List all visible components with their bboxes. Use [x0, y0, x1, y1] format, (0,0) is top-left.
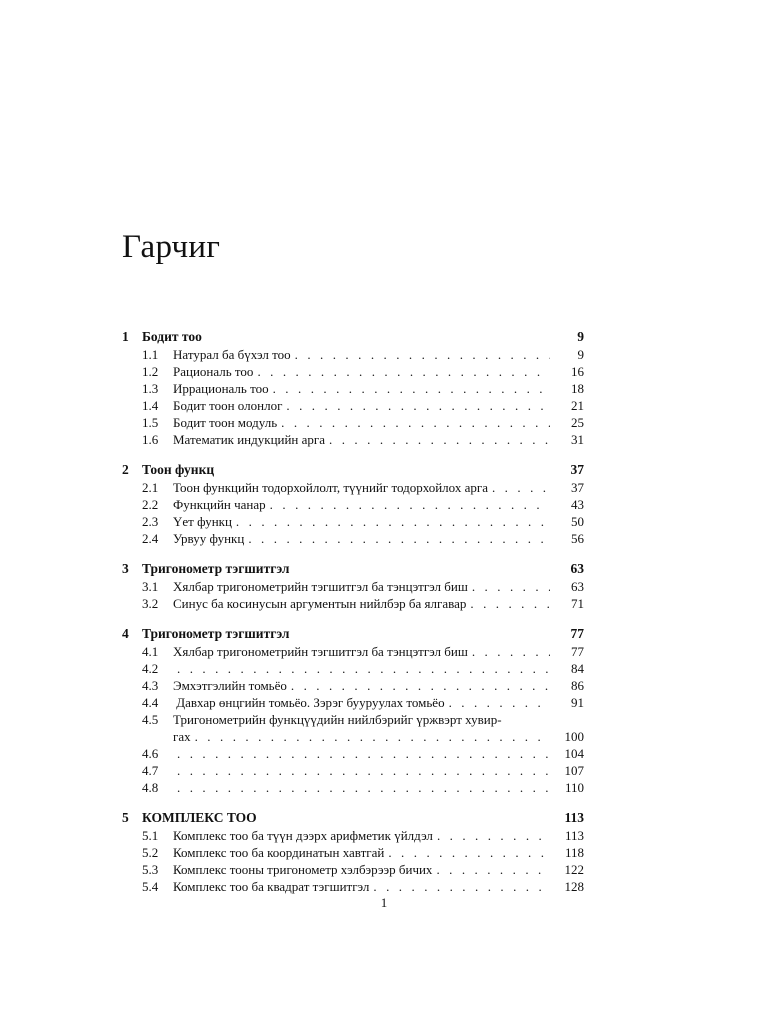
section-number: 4.1 [142, 644, 159, 659]
chapter-page: 77 [570, 626, 584, 641]
chapter-title: КОМПЛЕКС ТОО [142, 810, 257, 825]
section-page: 18 [571, 381, 584, 396]
dot-leader [286, 397, 550, 414]
dot-leader [472, 643, 550, 660]
chapter-heading[interactable] [122, 624, 584, 643]
section-title: Рациональ тоо [173, 364, 254, 379]
section-page: 71 [571, 596, 584, 611]
chapter-number: 2 [122, 462, 129, 477]
section-number: 4.8 [142, 780, 159, 795]
section-page: 100 [564, 729, 584, 744]
section-page: 37 [571, 480, 584, 495]
section-page: 122 [564, 862, 584, 877]
dot-leader [248, 530, 550, 547]
section-page: 31 [571, 432, 584, 447]
toc-entry[interactable] [122, 530, 584, 547]
dot-leader [195, 728, 550, 745]
toc-entry[interactable] [122, 762, 584, 779]
table-of-contents [122, 327, 584, 907]
dot-leader [329, 431, 550, 448]
section-page: 107 [564, 763, 584, 778]
section-page: 77 [571, 644, 584, 659]
section-number: 4.7 [142, 763, 159, 778]
toc-entry[interactable] [122, 479, 584, 496]
chapter-page: 113 [564, 810, 584, 825]
dot-leader [281, 414, 550, 431]
chapter-title: Тоон функц [142, 462, 215, 477]
toc-entry[interactable] [122, 513, 584, 530]
section-page: 110 [564, 780, 584, 795]
chapter-number: 5 [122, 810, 129, 825]
section-page: 56 [571, 531, 584, 546]
section-page: 128 [564, 879, 584, 894]
toc-entry[interactable] [122, 346, 584, 363]
page-number: 1 [380, 895, 388, 910]
chapter-4 [122, 624, 584, 796]
chapter-number: 4 [122, 626, 129, 641]
section-page: 21 [571, 398, 584, 413]
section-page: 91 [571, 695, 584, 710]
section-page: 118 [564, 845, 584, 860]
toc-entry[interactable] [122, 496, 584, 513]
toc-entry[interactable] [122, 414, 584, 431]
chapter-heading[interactable] [122, 460, 584, 479]
section-title: Синус ба косинусын аргументын нийлбэр ба ялгавар [173, 596, 467, 611]
section-page: 63 [571, 579, 584, 594]
section-title: Натурал ба бүхэл тоо [173, 347, 291, 362]
section-number: 5.3 [142, 862, 159, 877]
dot-leader [470, 595, 550, 612]
chapter-title: Тригонометр тэгшитгэл [142, 561, 290, 576]
toc-entry[interactable] [122, 595, 584, 612]
section-title: Хялбар тригонометрийн тэгшитгэл ба тэнцэтгэл биш [173, 644, 468, 659]
dot-leader [177, 779, 550, 796]
toc-entry[interactable] [122, 779, 584, 796]
toc-entry[interactable] [122, 363, 584, 380]
dot-leader [492, 479, 550, 496]
toc-entry[interactable] [122, 745, 584, 762]
dot-leader [291, 677, 550, 694]
section-number: 1.3 [142, 381, 159, 396]
chapter-heading[interactable] [122, 327, 584, 346]
chapter-number: 3 [122, 561, 129, 576]
chapter-2 [122, 460, 584, 547]
section-title: Комплекс тооны тригонометр хэлбэрээр бичих [173, 862, 433, 877]
toc-entry[interactable] [122, 643, 584, 660]
section-number: 1.4 [142, 398, 159, 413]
section-page: 16 [571, 364, 584, 379]
section-page: 25 [571, 415, 584, 430]
chapter-heading[interactable] [122, 559, 584, 578]
toc-entry[interactable] [122, 660, 584, 677]
dot-leader [388, 844, 550, 861]
section-number: 4.5 [142, 712, 159, 727]
chapter-title: Тригонометр тэгшитгэл [142, 626, 290, 641]
dot-leader [177, 745, 550, 762]
section-page: 113 [564, 828, 584, 843]
dot-leader [177, 762, 550, 779]
section-number: 5.2 [142, 845, 159, 860]
section-title: Комплекс тоо ба квадрат тэгшитгэл [173, 879, 370, 894]
toc-entry[interactable] [122, 380, 584, 397]
section-number: 2.3 [142, 514, 159, 529]
section-page: 84 [571, 661, 584, 676]
section-title: Функцийн чанар [173, 497, 266, 512]
toc-entry[interactable] [122, 677, 584, 694]
section-title: Иррациональ тоо [173, 381, 269, 396]
section-number: 1.1 [142, 347, 159, 362]
toc-entry[interactable] [122, 711, 584, 745]
toc-entry[interactable] [122, 431, 584, 448]
section-number: 3.2 [142, 596, 159, 611]
section-page: 43 [571, 497, 584, 512]
chapter-1 [122, 327, 584, 448]
toc-entry[interactable] [122, 878, 584, 895]
chapter-page: 9 [577, 329, 584, 344]
section-title: Бодит тоон модуль [173, 415, 278, 430]
section-title: Комплекс тоо ба түүн дээрх арифметик үйлдэл [173, 828, 433, 843]
section-number: 4.3 [142, 678, 159, 693]
dot-leader [436, 861, 550, 878]
section-number: 2.2 [142, 497, 159, 512]
section-title: Бодит тоон олонлог [173, 398, 283, 413]
section-number: 4.6 [142, 746, 159, 761]
section-number: 5.1 [142, 828, 159, 843]
dot-leader [236, 513, 550, 530]
section-number: 1.2 [142, 364, 159, 379]
section-number: 1.6 [142, 432, 159, 447]
chapter-title: Бодит тоо [142, 329, 202, 344]
dot-leader [449, 694, 550, 711]
section-page: 9 [577, 347, 584, 362]
section-title: Эмхэтгэлийн томьёо [173, 678, 287, 693]
section-number: 4.4 [142, 695, 159, 710]
section-title-continued: гах [173, 729, 191, 744]
section-title: Урвуу функц [173, 531, 245, 546]
section-title: Тригонометрийн функцүүдийн нийлбэрийг үржвэрт хувир- [173, 712, 502, 727]
section-title: Үет функц [173, 514, 232, 529]
dot-leader [273, 380, 550, 397]
toc-entry[interactable] [122, 861, 584, 878]
toc-entry[interactable] [122, 844, 584, 861]
section-number: 4.2 [142, 661, 159, 676]
toc-entry[interactable] [122, 578, 584, 595]
dot-leader [270, 496, 550, 513]
chapter-3 [122, 559, 584, 612]
section-title: Хялбар тригонометрийн тэгшитгэл ба тэнцэтгэл биш [173, 579, 468, 594]
dot-leader [472, 578, 550, 595]
section-title: Математик индукцийн арга [173, 432, 326, 447]
section-number: 5.4 [142, 879, 159, 894]
dot-leader [295, 346, 550, 363]
page-title: Гарчиг [122, 229, 221, 265]
section-title: Давхар өнцгийн томьёо. Зэрэг бууруулах томьёо [173, 695, 445, 710]
dot-leader [437, 827, 550, 844]
section-page: 86 [571, 678, 584, 693]
section-page: 50 [571, 514, 584, 529]
section-page: 104 [564, 746, 584, 761]
dot-leader [177, 660, 550, 677]
toc-entry[interactable] [122, 827, 584, 844]
chapter-5 [122, 808, 584, 895]
section-number: 2.1 [142, 480, 159, 495]
chapter-number: 1 [122, 329, 129, 344]
toc-entry[interactable] [122, 694, 584, 711]
section-number: 3.1 [142, 579, 159, 594]
chapter-page: 37 [570, 462, 584, 477]
section-number: 1.5 [142, 415, 159, 430]
section-title: Комплекс тоо ба координатын хавтгай [173, 845, 385, 860]
chapter-page: 63 [570, 561, 584, 576]
section-number: 2.4 [142, 531, 159, 546]
dot-leader [257, 363, 550, 380]
chapter-heading[interactable] [122, 808, 584, 827]
dot-leader [373, 878, 550, 895]
toc-entry[interactable] [122, 397, 584, 414]
section-title: Тоон функцийн тодорхойлолт, түүнийг тодорхойлох арга [173, 480, 488, 495]
